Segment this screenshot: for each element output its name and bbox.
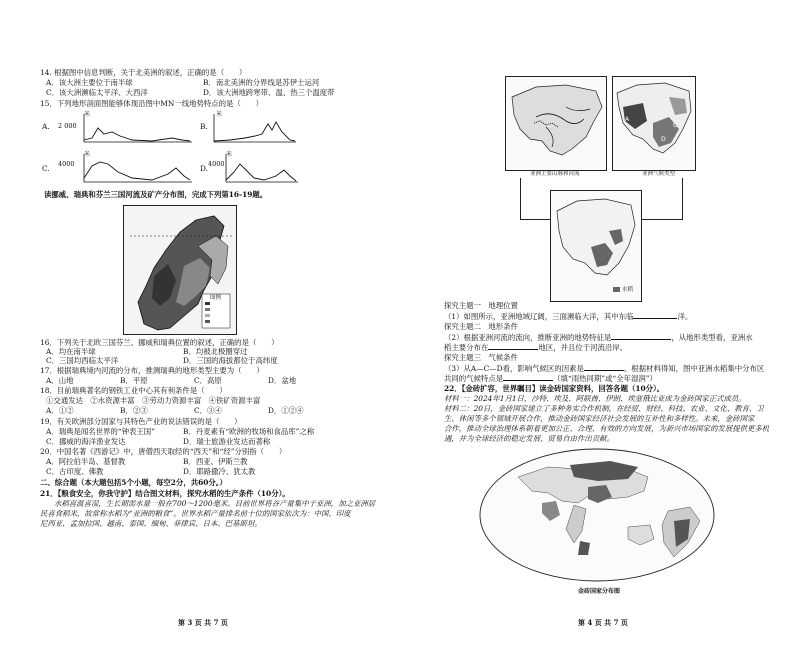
q21-stem: 21．【粮食安全，你我守护】结合图文材料，探究水稻的生产条件（10分）。 [40, 489, 290, 498]
theme3-question-line1 [444, 363, 764, 373]
q18-option-b: B．②③ [120, 406, 148, 415]
profile-chart-c [42, 150, 192, 186]
theme1-text-b: 洋。 [677, 312, 693, 321]
q14-option-d: D．该大洲地跨寒带、温、热三个温度带 [203, 88, 335, 97]
q19-option-a: A．瑞典是闻名世界的“钟表王国” [46, 427, 155, 436]
q22-material-1: 材料一：2024年1月1日，沙特、埃及、阿联酋、伊朗、埃塞俄比亚成为金砖国家正式成员。 [444, 394, 746, 403]
profile-d-unit: 米 [226, 151, 233, 158]
scandinavia-map-graphic [124, 206, 236, 334]
q17-option-d: D．盆地 [268, 376, 297, 385]
q19-stem: 19．有关欧洲部分国家与其特色产业的说法错误的是（ ） [40, 417, 242, 426]
connector-left-vertical [520, 178, 521, 220]
q22-material-3: 生、休闲等多个领域开展合作，推动金砖国家经济社会发展的互补性和多样性。未来，金砖国家 [444, 414, 755, 423]
brics-map-caption: 金砖国家分布图 [578, 588, 621, 595]
q18-stem: 18．目前瑞典著名的钢铁工业中心其有利条件是（ ） [40, 386, 227, 395]
svg-text:D: D [661, 136, 666, 143]
scandinavia-legend-title: 图例 [210, 295, 222, 301]
asia-mountains-map-graphic [506, 77, 606, 170]
q19-option-c: C．挪威的海洋渔业发达 [46, 437, 126, 446]
connector-right-vertical [682, 178, 683, 220]
asia-mountains-caption: 亚洲主要山脉和河流 [530, 171, 580, 177]
theme2-text-a: （2）根据亚洲河流的流向，推断亚洲的地势特征是 [444, 333, 612, 342]
brics-world-map-graphic [478, 447, 716, 583]
svg-text:C: C [673, 122, 678, 129]
q16-option-b: B．均被北极圈穿过 [183, 347, 248, 356]
q21-material-line2: 民喜食稻米，故常称水稻为“亚洲的粮食”。世界水稻产量排名前十位的国家依次为：中国、印度 [40, 509, 351, 518]
q18-option-d: D．①②④ [268, 406, 304, 415]
asia-rice-map-graphic [551, 191, 641, 301]
theme1-blank[interactable] [633, 311, 677, 319]
q17-option-a: A．山地 [46, 376, 74, 385]
profile-b-graph [200, 110, 300, 146]
q17-option-c: C．高原 [194, 376, 222, 385]
profile-a-unit: 米 [84, 111, 91, 118]
theme3-text-d: （填“雨热同期”或“全年湿润”） [553, 374, 657, 383]
q22-material-2: 材料二：20日，金砖国家建立了多种务实合作机制，在经贸、财经、科技、农业、文化、教育、卫 [444, 404, 764, 413]
profile-a-ytick: 2 000 [58, 122, 77, 130]
q20-option-d: D．耶路撒冷、犹太教 [183, 467, 256, 476]
q18-choices: ①交通发达 ②水资源丰富 ③劳动力资源丰富 ④铁矿资源丰富 [46, 396, 261, 405]
q16-stem: 16．下列关于北欧三国芬兰、挪威和瑞典位置的叙述，正确的是（ ） [40, 338, 279, 347]
q16-option-d: D．三国的海拔都位于高纬度 [183, 356, 278, 365]
theme3-text-c: 共同的气候特点是 [444, 374, 504, 383]
q15-option-b: B. [200, 122, 208, 131]
theme2-blank-1[interactable] [611, 332, 671, 340]
theme2-text-b: ，从地形类型看，亚洲水 [671, 333, 753, 342]
profile-chart-b [200, 110, 300, 146]
asia-climate-map-graphic [613, 77, 695, 170]
theme2-question-line1 [444, 332, 753, 342]
theme2-text-d: 地区，并且位于河流沿岸。 [538, 343, 628, 352]
section-2-heading: 二、综合题（本大题包括5个小题，每空2分，共60分。） [40, 478, 227, 487]
q15-stem: 15．下列地形剖面图能够体现沿图中MN一线地势特点的是（ ） [40, 99, 263, 108]
reading-intro: 读挪威、瑞典和芬兰三国河流及矿产分布图，完成下列第16-19题。 [44, 190, 268, 199]
q22-stem: 22．【金砖扩容，世界瞩目】读金砖国家资料，回答各题（10分）。 [444, 384, 665, 393]
brics-world-map [478, 447, 716, 583]
theme1-title: 探究主题一 地理位置 [444, 301, 518, 310]
profile-chart-d [200, 150, 300, 186]
q20-option-a: A．阿拉伯半岛、基督教 [46, 457, 126, 466]
q14-option-b: B．南北美洲的分界线是苏伊士运河 [203, 78, 320, 87]
scandinavia-map [123, 205, 237, 335]
connector-left-horizontal [520, 219, 550, 220]
right-page-number: 第 4 页 共 7 页 [578, 618, 628, 627]
theme1-question [444, 311, 692, 321]
connector-right-horizontal [640, 219, 682, 220]
asia-mountains-rivers-map [505, 76, 607, 171]
theme2-text-c: 稻主要分布在 [444, 343, 489, 352]
asia-climate-map [612, 76, 696, 171]
q19-option-d: D．瑞士旅游业发达而著称 [183, 437, 271, 446]
rice-legend-label: 水稻 [622, 287, 634, 293]
theme3-blank-1[interactable] [584, 363, 624, 371]
q18-option-c: C．③④ [194, 406, 222, 415]
theme3-title: 探究主题三 气候条件 [444, 353, 518, 362]
q17-option-b: B．平原 [120, 376, 148, 385]
q18-option-a: A．①② [46, 406, 74, 415]
q22-material-4: 合作，推动全球治理体系朝着更加公正、合理、有效的方向发展，为新兴市场国家的发展提供更多机 [444, 424, 770, 433]
profile-c-ytick: 4000 [58, 160, 75, 168]
profile-b-unit: 米 [216, 111, 223, 118]
q14-option-a: A．该大洲主要位于南半球 [46, 78, 133, 87]
profile-d-ytick: 4000 [208, 160, 225, 168]
q20-stem: 20．中国名著《西游记》中，唐僧西天取经的“西天”和“经”分别指（ ） [40, 447, 287, 456]
theme1-text-a: （1）如图所示，亚洲地域辽阔，三面濒临大洋，其中东临 [444, 312, 634, 321]
q22-material-5: 遇，并为全球经济的稳定发展、贸易自由作出贡献。 [444, 434, 614, 443]
left-page-number: 第 3 页 共 7 页 [178, 618, 228, 627]
q16-option-c: C．三国均西临太平洋 [46, 356, 119, 365]
profile-c-unit: 米 [84, 151, 91, 158]
theme3-text-b: 。根据材料得知，图中亚洲水稻集中分布区 [623, 364, 765, 373]
q20-option-b: B．西亚、伊斯兰教 [183, 457, 248, 466]
q16-option-a: A．均在南半球 [46, 347, 96, 356]
theme3-question-line2 [444, 373, 657, 383]
profile-chart-a [42, 110, 192, 146]
q15-option-c: C. [42, 164, 50, 173]
asia-rice-map [550, 190, 642, 302]
q21-material-line1: 水稻喜温喜湿，生长期需水量一般在700～1200毫米。目前世界将谷产量集中于亚洲，加之亚洲居 [54, 499, 376, 508]
q21-material-line3: 尼西亚、孟加拉国、越南、泰国、缅甸、菲律宾、日本、巴基斯坦。 [40, 519, 262, 528]
theme2-question-line2 [444, 342, 627, 352]
theme3-blank-2[interactable] [503, 373, 553, 381]
asia-climate-caption: 亚洲气候类型 [642, 171, 676, 177]
q14-stem: 14. 根据图中信息判断，关于北美洲的叙述，正确的是（ ） [40, 68, 247, 77]
theme2-blank-2[interactable] [488, 342, 538, 350]
svg-text:A: A [625, 116, 630, 123]
q15-option-d: D. [200, 164, 209, 173]
q17-stem: 17．根据瑞典境内河流的分布，推测瑞典的地形类型主要为（ ） [40, 366, 264, 375]
theme2-title: 探究主题二 地形条件 [444, 322, 518, 331]
q19-option-b: B．丹麦素有“欧洲的牧场和食品库”之称 [183, 427, 315, 436]
q14-option-c: C．该大洲濒临太平洋、大西洋 [46, 88, 148, 97]
q20-option-c: C．古印度、佛教 [46, 467, 104, 476]
theme3-text-a: （3）从A—C—D看，影响气候区的因素是 [444, 364, 584, 373]
q15-option-a: A. [42, 122, 50, 131]
